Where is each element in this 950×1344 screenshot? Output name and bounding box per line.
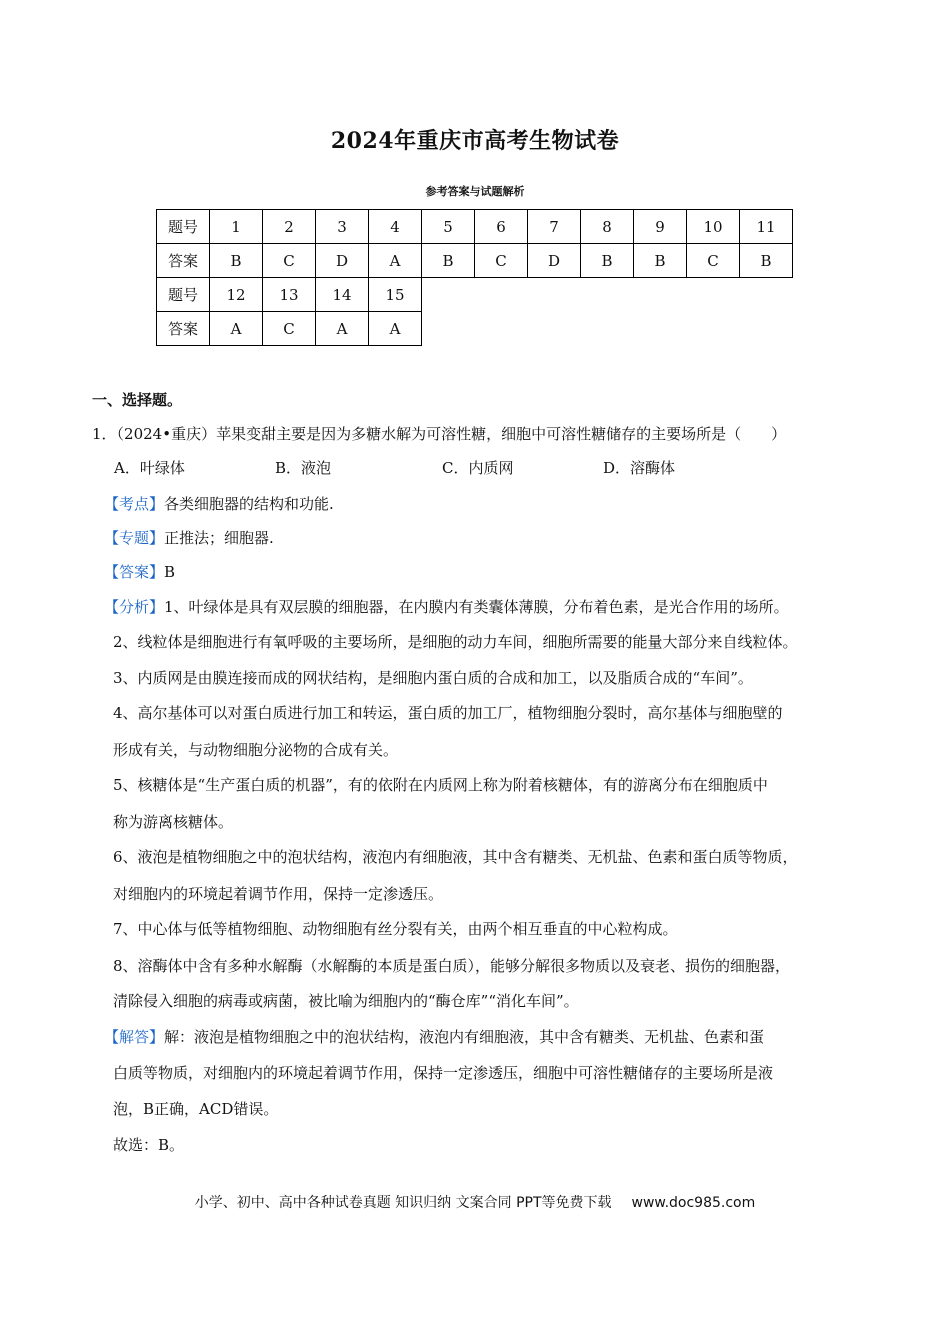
fenxi-line: 8、溶酶体中含有多种水解酶（水解酶的本质是蛋白质），能够分解很多物质以及衰老、损伤的细胞器，	[113, 957, 791, 975]
jieda-tag: 【解答】	[104, 1028, 165, 1046]
daan-tag: 【答案】	[104, 563, 165, 581]
table-row-label: 答案	[157, 312, 210, 346]
table-row-label: 答案	[157, 244, 210, 278]
fenxi-line: 清除侵入细胞的病毒或病菌，被比喻为细胞内的“酶仓库”“消化车间”。	[113, 992, 579, 1010]
table-row	[157, 312, 793, 346]
fenxi-line: 6、液泡是植物细胞之中的泡状结构，液泡内有细胞液，其中含有糖类、无机盐、色素和蛋白质等物质，	[113, 848, 798, 866]
table-row	[157, 244, 793, 278]
question-options	[114, 458, 675, 478]
kaodian-line	[104, 494, 334, 514]
table-row	[157, 278, 793, 312]
table-cell: 15	[369, 278, 422, 312]
table-cell: 4	[369, 210, 422, 244]
daan-text: B	[164, 563, 176, 581]
table-cell: 11	[740, 210, 793, 244]
jieda-line: 白质等物质，对细胞内的环境起着调节作用，保持一定渗透压，细胞中可溶性糖储存的主要场所是液	[113, 1064, 774, 1082]
zhuanti-tag: 【专题】	[104, 529, 165, 547]
kaodian-tag: 【考点】	[104, 495, 165, 513]
table-cell: 5	[422, 210, 475, 244]
table-cell: C	[687, 244, 740, 278]
fenxi-line: 3、内质网是由膜连接而成的网状结构，是细胞内蛋白质的合成和加工，以及脂质合成的“车间”。	[113, 669, 753, 687]
footer-text: 小学、初中、高中各种试卷真题 知识归纳 文案合同 PPT等免费下载	[194, 1195, 612, 1211]
answer-table	[156, 209, 793, 346]
fenxi-line: 形成有关，与动物细胞分泌物的合成有关。	[113, 741, 399, 759]
table-cell: 9	[634, 210, 687, 244]
table-cell: A	[369, 244, 422, 278]
daan-line	[104, 562, 175, 582]
table-cell: D	[528, 244, 581, 278]
table-row	[157, 210, 793, 244]
option-a: A．叶绿体	[114, 459, 185, 477]
jieda-line	[104, 1027, 764, 1047]
table-cell: D	[316, 244, 369, 278]
table-cell: 12	[210, 278, 263, 312]
table-cell: 8	[581, 210, 634, 244]
fenxi-tag: 【分析】	[104, 598, 165, 616]
page-subtitle: 参考答案与试题解析	[425, 185, 525, 198]
jieda-line: 泡，B正确，ACD错误。	[113, 1100, 279, 1118]
table-cell: C	[263, 312, 316, 346]
option-c: C．内质网	[442, 459, 514, 477]
fenxi-line: 7、中心体与低等植物细胞、动物细胞有丝分裂有关，由两个相互垂直的中心粒构成。	[113, 920, 678, 938]
zhuanti-line	[104, 528, 274, 548]
page-footer	[0, 1192, 950, 1212]
table-cell: B	[422, 244, 475, 278]
fenxi-line: 5、核糖体是“生产蛋白质的机器”，有的依附在内质网上称为附着核糖体，有的游离分布在细胞质中	[113, 776, 768, 794]
footer-link[interactable]: www.doc985.com	[631, 1195, 756, 1211]
option-d: D．溶酶体	[603, 459, 676, 477]
table-cell: B	[581, 244, 634, 278]
fenxi-line: 4、高尔基体可以对蛋白质进行加工和转运，蛋白质的加工厂，植物细胞分裂时，高尔基体与细胞壁的	[113, 704, 783, 722]
jieda-text: 解：液泡是植物细胞之中的泡状结构，液泡内有细胞液，其中含有糖类、无机盐、色素和蛋	[164, 1028, 765, 1046]
table-cell: 3	[316, 210, 369, 244]
table-cell: 1	[210, 210, 263, 244]
page-title: 2024年重庆市高考生物试卷	[330, 128, 620, 154]
table-row-label: 题号	[157, 210, 210, 244]
table-cell: A	[369, 312, 422, 346]
table-cell: A	[210, 312, 263, 346]
table-cell: 13	[263, 278, 316, 312]
section-heading: 一、选择题。	[92, 391, 183, 409]
zhuanti-text: 正推法；细胞器.	[164, 529, 274, 547]
table-cell: B	[634, 244, 687, 278]
table-cell: 2	[263, 210, 316, 244]
fenxi-line	[104, 597, 789, 617]
table-cell: 10	[687, 210, 740, 244]
final-answer: 故选：B。	[113, 1136, 185, 1154]
fenxi-line: 2、线粒体是细胞进行有氧呼吸的主要场所，是细胞的动力车间，细胞所需要的能量大部分来自线粒体。	[113, 633, 798, 651]
table-cell: C	[475, 244, 528, 278]
table-cell: 7	[528, 210, 581, 244]
table-cell: 14	[316, 278, 369, 312]
question-stem: 1．（2024•重庆）苹果变甜主要是因为多糖水解为可溶性糖，细胞中可溶性糖储存的主要场所是（ ）	[92, 425, 787, 443]
fenxi-text: 1、叶绿体是具有双层膜的细胞器，在内膜内有类囊体薄膜，分布着色素，是光合作用的场所。	[164, 598, 789, 616]
table-row-label: 题号	[157, 278, 210, 312]
table-cell: C	[263, 244, 316, 278]
table-cell: 6	[475, 210, 528, 244]
table-cell: A	[316, 312, 369, 346]
kaodian-text: 各类细胞器的结构和功能.	[164, 495, 334, 513]
table-cell: B	[740, 244, 793, 278]
option-b: B．液泡	[275, 459, 332, 477]
fenxi-line: 称为游离核糖体。	[113, 813, 234, 831]
table-cell: B	[210, 244, 263, 278]
fenxi-line: 对细胞内的环境起着调节作用，保持一定渗透压。	[113, 885, 444, 903]
